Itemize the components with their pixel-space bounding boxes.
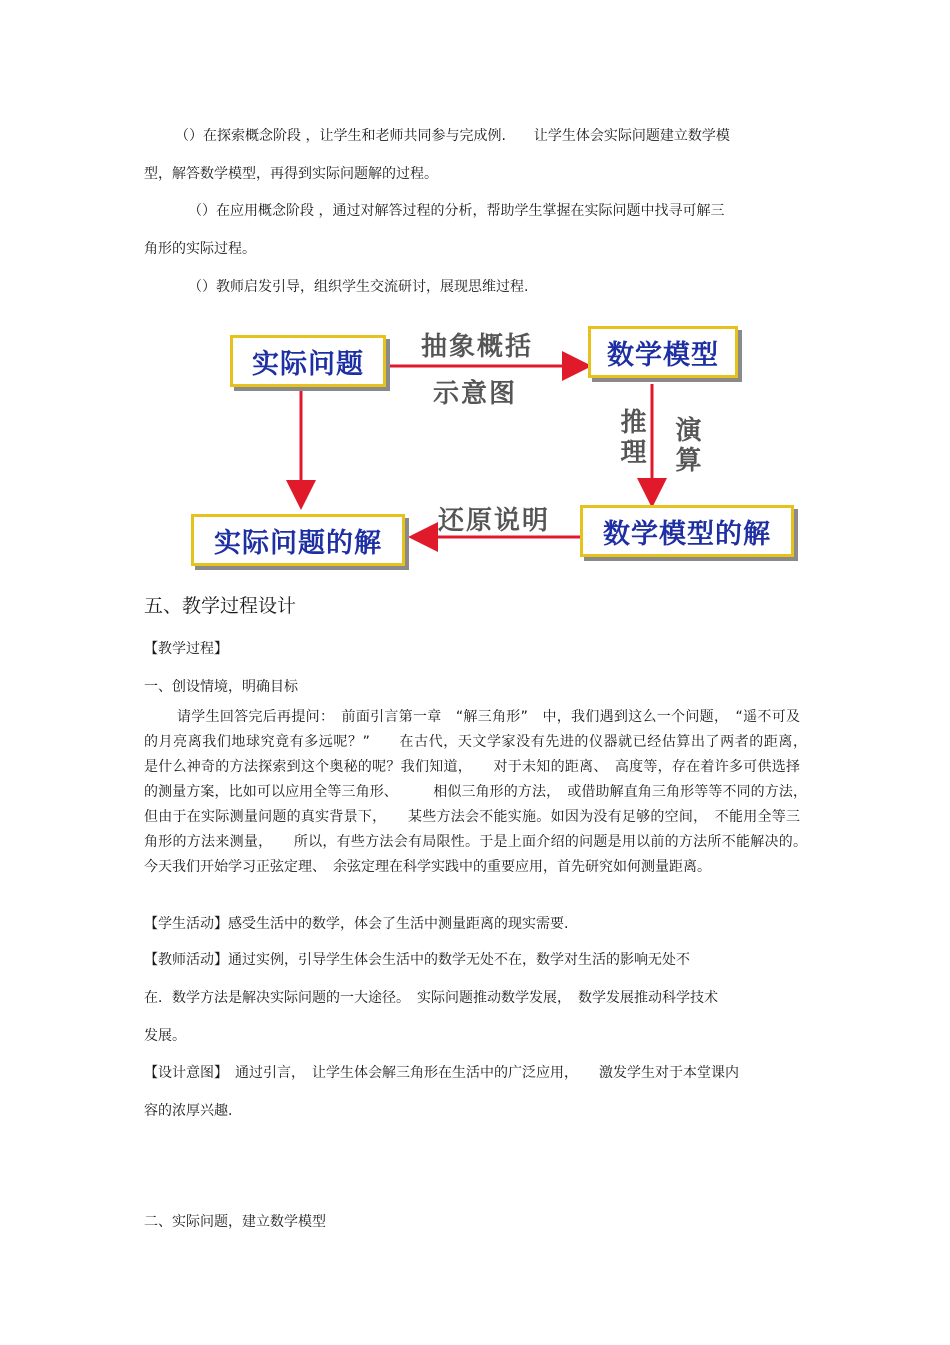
teacher-activity-line-2: 在．数学方法是解决实际问题的一大途径。 实际问题推动数学发展， 数学发展推动科学技术 [144, 990, 718, 1006]
box-real-problem: 实际问题 [230, 335, 386, 387]
intro-narrative-paragraph: 请学生回答完后再提问： 前面引言第一章 “解三角形” 中，我们遇到这么一个问题， “遥不可及的月亮离我们地球究竟有多远呢？” 在古代，天文学家没有先进的仪器就已经估算出了两者的距离， 是什么神奇的方法探索到这个奥秘的呢？我们知道， 对于未知的距离、 高度等，存在着许多可供选择的测量方案，比如可以应用全等三角形、 相似三角形的方法， 或借助解直角三角形等等不同的方法， 但由于在实际测量问题的真实背景下， 某些方法会不能实施。如因为没有足够的空间， 不能用全等三角形的方法来测量， 所以，有些方法会有局限性。于是上面介绍的问题是用以前的方法所不能解决的。 今天我们开始学习正弦定理、 余弦定理在科学实践中的重要应用，首先研究如何测量距离。 [144, 709, 828, 875]
label-schematic: 示意图 [433, 379, 518, 409]
intro-paragraph-2-line-2: 角形的实际过程。 [144, 241, 256, 257]
student-activity: 【学生活动】感受生活中的数学，体会了生活中测量距离的现实需要. [144, 916, 569, 932]
teacher-activity-line-1: 【教师活动】通过实例，引导学生体会生活中的数学无处不在，数学对生活的影响无处不 [144, 952, 690, 968]
teacher-activity-line-3: 发展。 [144, 1028, 186, 1044]
intro-paragraph-1-line-2: 型，解答数学模型，再得到实际问题解的过程。 [144, 166, 438, 182]
modeling-flow-diagram [188, 318, 798, 570]
label-abstract: 抽象概括 [421, 332, 534, 362]
box-real-solution: 实际问题的解 [191, 514, 405, 566]
label-calc: 演算 [671, 416, 701, 476]
design-intent-line-2: 容的浓厚兴趣. [144, 1103, 233, 1119]
process-tag: 【教学过程】 [144, 641, 228, 657]
intro-paragraph-1-line-1: （）在探索概念阶段 ，让学生和老师共同参与完成例. 让学生体会实际问题建立数学模 [175, 128, 730, 144]
subsection-2-title: 二、实际问题，建立数学模型 [144, 1214, 326, 1230]
intro-paragraph-2-line-1: （）在应用概念阶段 ，通过对解答过程的分析，帮助学生掌握在实际问题中找寻可解三 [188, 203, 725, 219]
label-reason: 推理 [616, 408, 646, 468]
box-math-model: 数学模型 [588, 326, 738, 378]
subsection-1-title: 一、创设情境，明确目标 [144, 679, 298, 695]
box-model-solution: 数学模型的解 [580, 505, 794, 557]
label-restore: 还原说明 [438, 506, 551, 536]
intro-paragraph-3: （）教师启发引导，组织学生交流研讨，展现思维过程. [188, 279, 529, 295]
design-intent-line-1: 【设计意图】 通过引言， 让学生体会解三角形在生活中的广泛应用， 激发学生对于本堂课内 [144, 1065, 739, 1081]
section-heading: 五、教学过程设计 [144, 595, 297, 617]
